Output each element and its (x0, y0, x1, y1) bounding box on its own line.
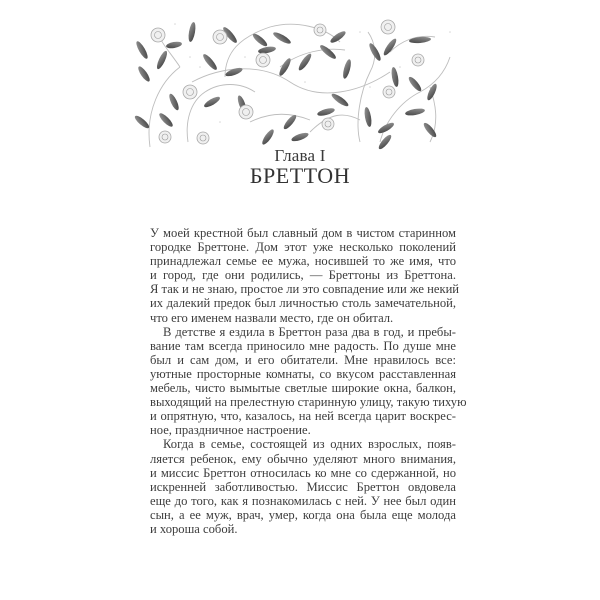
text-line: сын, а ее муж, врач, умер, когда она была еще молода (150, 507, 456, 522)
chapter-title: БРЕТТОН (249, 163, 351, 188)
text-line: У моей крестной был славный дом в чистом старинном (150, 226, 456, 240)
text-line: ляется ребенок, ему обычно уделяют много внимания, (150, 451, 456, 466)
chapter-number: Глава I (274, 146, 326, 165)
text-line: ное, праздничное настроение. (150, 423, 311, 438)
text-line: Я так и не знаю, простое ли это совпадение или же некий (150, 282, 460, 297)
text-line: мебель, чисто вымытые светлые широкие окна, балкон, (150, 381, 456, 396)
text-line: городке Бреттоне. Дом этот уже несколько поколений (150, 240, 456, 255)
text-line: В детстве я ездила в Бреттон раза два в год, и пребы- (163, 324, 456, 339)
chapter-body-text (150, 226, 467, 536)
text-line: уютные просторные комнаты, со вкусом расставленная (150, 366, 456, 381)
paragraph-3 (150, 437, 456, 536)
text-line: Когда в семье, состоящей из одних взрослых, появ- (163, 437, 456, 452)
text-line: и миссис Бреттон относилась ко мне со сдержанной, но (150, 465, 456, 480)
text-line: и город, где они родились, — Бреттоны из Бреттона. (150, 268, 456, 283)
paragraph-1 (150, 226, 460, 325)
paragraph-2 (150, 324, 467, 438)
text-line: и опрятную, что, казалось, на ней всегда царит воскрес- (150, 409, 456, 424)
text-line: что его именем назвали место, где он обитал. (150, 310, 394, 325)
text-line: выходящий на прелестную старинную улицу, такую тихую (150, 395, 467, 410)
text-line: вание там всегда приносило мне радость. По душе мне (150, 338, 456, 353)
text-line: и хороша собой. (150, 521, 238, 536)
text-line: искренней заботливостью. Миссис Бреттон овдовела (150, 479, 456, 494)
text-line: их далекий предок был личностью столь замечательной, (150, 296, 456, 311)
text-line: был и сам дом, и его обитатели. Мне нравилось все: (150, 352, 456, 367)
floral-ornament-icon (130, 12, 475, 152)
text-line: еще до того, как я познакомилась с ней. У нее был один (150, 493, 456, 508)
text-line: принадлежал семье ее мужа, носившей то же имя, что (150, 254, 456, 269)
